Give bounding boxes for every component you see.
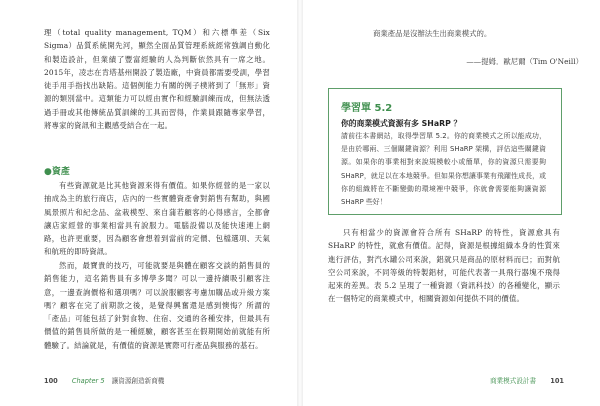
paragraph-assets: 有些資源就是比其他資源來得有價值。如果你經營的是一家以抽成為主的旅行商店，店內的一些實體資產會對銷售有幫助，與國風景照片和紀念品、盆栽模型、來自蒲若顧客的心得感言，全都會讓店家經營的事業相當具有說服力。電腦設備以及能快速連上網路，也許更重要，因為顧客會想着到當前的定價、包檔選項、天氣和航班的即時資訊。 bbox=[44, 181, 270, 257]
section-heading-assets: ●資產 bbox=[44, 167, 70, 177]
left-footer bbox=[44, 375, 164, 385]
chapter-label: Chapter 5 bbox=[71, 377, 105, 385]
left-page bbox=[0, 0, 297, 406]
worksheet-body: 請前往本書網站，取得學習單 5.2。你的商業模式之所以能成功，是由於哪兩、三個關鍵資源？利用 SHaRP 架構，評估這些關鍵資源。如果你的事業相對來說規模較小或簡單，你的資源只需要夠 SHaRP，就足以在本地競爭。但如果你想讓事業有飛躍性成長，或你的組織將在不斷變動的環境裡中競爭，你就會需要能夠讓資源 SHaRP 些好！ bbox=[341, 132, 546, 207]
right-footer bbox=[490, 375, 564, 385]
epigraph-attribution: ——提姆．歐尼爾（Tim O'Neill） bbox=[466, 57, 583, 66]
page-number-right: 101 bbox=[550, 377, 564, 385]
page-number-left: 100 bbox=[44, 377, 58, 385]
paragraph-salesperson-value: 然而，最寶貴的技巧，可能就要是與體在顧客交談的銷售員的銷售能力，這名銷售員有多博學多聞？可以一邊持續吸引顧客注意，一邊查詢價格和選項嗎？可以說服顧客考慮加購品或升級方案嗎？顧客在完了前期款之後，是覺得興奮還是感到懊悔？所謂的「產品」可能包括了針對食物、住宿、交通的各種安排，但最具有價值的銷售員所做的是一種經驗，顧客甚至在假期開始前就能有所體驗了。結論就是，有價值的資源是實際可行產品與服務的基石。 bbox=[44, 261, 270, 350]
paragraph-sharp-resources: 只有相當少的資源會符合所有 SHaRP 的特性，資源愈具有 SHaRP 的特性，就愈有價值。記得，資源是根據組織本身的性質來進行評估，對汽水罐公司來說，鋁就只是商品的原材料而已；而對航空公司來說，不同等級的特製鋁材，可能代表著一具飛行器塊不飛得起來的差異。表 5.2 呈現了一種資源（資訊科技）的各種變化，顯示在一個特定的商業模式中，相關資源如何提供不同的價值。 bbox=[328, 228, 560, 304]
epigraph-quote: 商業產品是沒辦法生出商業模式的。 bbox=[373, 29, 492, 38]
chapter-title: 讓資源創造新商機 bbox=[111, 377, 165, 385]
right-page bbox=[303, 0, 600, 406]
worksheet-subtitle: 你的商業模式資源有多 SHaRP ？ bbox=[341, 119, 462, 128]
running-title: 商業模式設計書 bbox=[489, 377, 537, 385]
worksheet-title: 學習單 5.2 bbox=[341, 103, 393, 114]
worksheet-box bbox=[328, 88, 562, 215]
paragraph-quality-training: 理（total quality management, TQM）和六標準差（Six Sigma）品質系統開先河，顯然全面品質管理系統經常強調自動化和製造設計，但業績了豐富經驗的人為判斷依然具有一席之地。2015年，凌志在肯塔基州開設了製造廠，中資員都需要受訓，學習徒手用手指找出缺陷。這個例能力有關的例子樸將到了「無形」資源的類別當中。這類能力可以經由實作和經驗訓練而成，但無法透過手冊或其他傳統品質訓練的工具而習得，作業員跟隨專家學習，將專家的資訊和主觀感受結合在一起。 bbox=[44, 28, 270, 131]
